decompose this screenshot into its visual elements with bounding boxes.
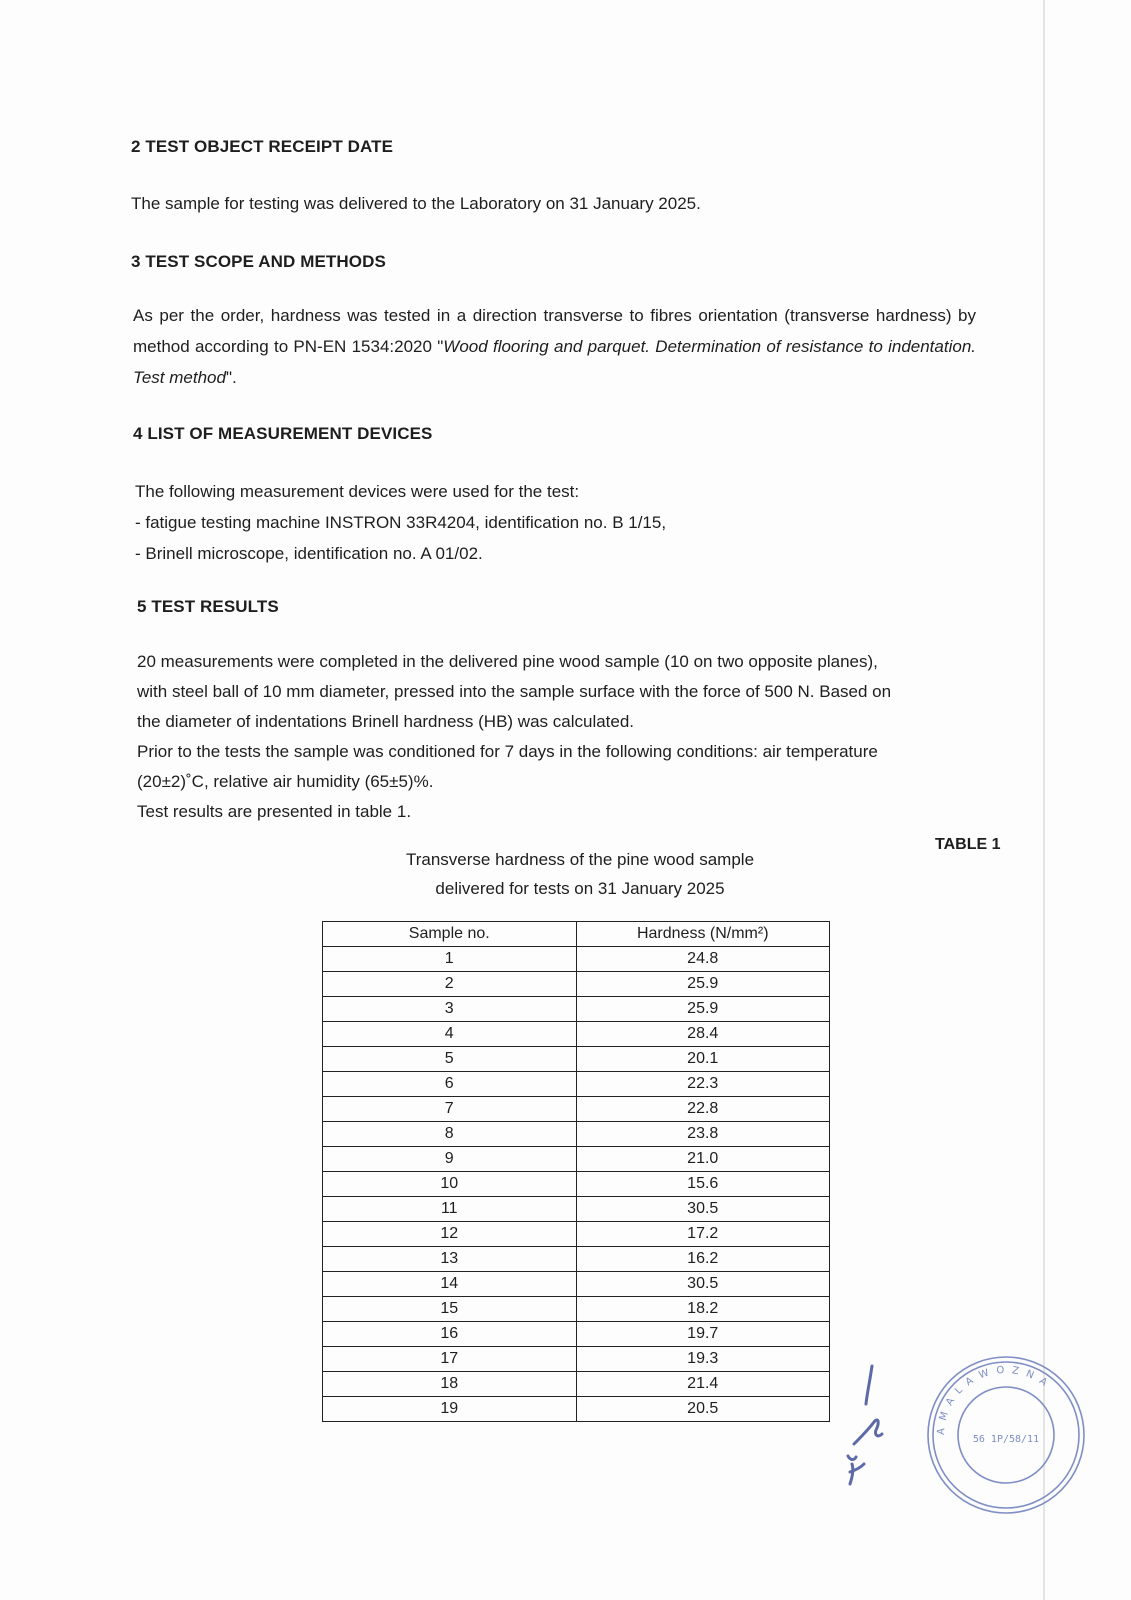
section-5-line: with steel ball of 10 mm diameter, pressed into the sample surface with the force of 500 N. Based on — [137, 682, 892, 701]
sample-number-cell: 4 — [323, 1022, 577, 1047]
sample-number-cell: 12 — [323, 1222, 577, 1247]
sample-number-cell: 15 — [323, 1297, 577, 1322]
table-row — [323, 1397, 830, 1422]
svg-text:A M A L A W O Z N A — [936, 1365, 1051, 1435]
sample-number-cell: 2 — [323, 972, 577, 997]
table-caption-line1: Transverse hardness of the pine wood sample — [405, 850, 755, 869]
hardness-value-cell: 21.0 — [576, 1147, 830, 1172]
hardness-value-cell: 19.7 — [576, 1322, 830, 1347]
table-row — [323, 1172, 830, 1197]
sample-number-cell: 11 — [323, 1197, 577, 1222]
table-row — [323, 1122, 830, 1147]
table-row — [323, 1047, 830, 1072]
official-stamp — [926, 1350, 1086, 1520]
section-3-text — [133, 300, 976, 393]
table-row — [323, 1022, 830, 1047]
section-3-heading: 3 TEST SCOPE AND METHODS — [131, 252, 386, 271]
section-5-line: (20±2)˚C, relative air humidity (65±5)%. — [137, 772, 434, 791]
device-item: - fatigue testing machine INSTRON 33R4204, identification no. B 1/15, — [135, 513, 667, 532]
hardness-value-cell: 30.5 — [576, 1272, 830, 1297]
sample-number-cell: 19 — [323, 1397, 577, 1422]
hardness-value-cell: 21.4 — [576, 1372, 830, 1397]
hardness-value-cell: 17.2 — [576, 1222, 830, 1247]
section-5-line: Test results are presented in table 1. — [137, 802, 412, 821]
section-5-heading: 5 TEST RESULTS — [137, 597, 279, 616]
table-row — [323, 1272, 830, 1297]
table-caption-line2: delivered for tests on 31 January 2025 — [435, 879, 725, 898]
hardness-value-cell: 22.8 — [576, 1097, 830, 1122]
section-5-line: the diameter of indentations Brinell hardness (HB) was calculated. — [137, 712, 635, 731]
section-5-lines — [137, 647, 891, 827]
table-row — [323, 1072, 830, 1097]
hardness-table — [322, 921, 830, 1422]
table-body — [323, 947, 830, 1422]
section-2-heading: 2 TEST OBJECT RECEIPT DATE — [131, 137, 394, 156]
hardness-value-cell: 28.4 — [576, 1022, 830, 1047]
sample-number-cell: 17 — [323, 1347, 577, 1372]
hardness-value-cell: 24.8 — [576, 947, 830, 972]
sample-number-cell: 5 — [323, 1047, 577, 1072]
stamp-ring-text: A M A L A W O Z N A — [935, 1364, 1051, 1436]
hardness-value-cell: 15.6 — [576, 1172, 830, 1197]
hardness-value-cell: 23.8 — [576, 1122, 830, 1147]
section-2-text: The sample for testing was delivered to the Laboratory on 31 January 2025. — [131, 194, 701, 213]
table-row — [323, 1197, 830, 1222]
hardness-value-cell: 25.9 — [576, 997, 830, 1022]
table-row — [323, 1097, 830, 1122]
hardness-value-cell: 20.5 — [576, 1397, 830, 1422]
column-header-sample: Sample no. — [323, 922, 577, 947]
table-header-row — [323, 922, 830, 947]
hardness-value-cell: 20.1 — [576, 1047, 830, 1072]
sample-number-cell: 13 — [323, 1247, 577, 1272]
sample-number-cell: 14 — [323, 1272, 577, 1297]
sample-number-cell: 18 — [323, 1372, 577, 1397]
sample-number-cell: 8 — [323, 1122, 577, 1147]
section-4-heading: 4 LIST OF MEASUREMENT DEVICES — [133, 424, 433, 443]
table-row — [323, 1297, 830, 1322]
sample-number-cell: 1 — [323, 947, 577, 972]
table-row — [323, 972, 830, 997]
hardness-value-cell: 16.2 — [576, 1247, 830, 1272]
table-row — [323, 1322, 830, 1347]
hardness-value-cell: 22.3 — [576, 1072, 830, 1097]
section-4-line: The following measurement devices were used for the test: — [135, 482, 580, 501]
hardness-value-cell: 25.9 — [576, 972, 830, 997]
hardness-value-cell: 30.5 — [576, 1197, 830, 1222]
section-5-line: 20 measurements were completed in the delivered pine wood sample (10 on two opposite planes), — [137, 652, 878, 671]
section-3-text-part-a: As per the order, hardness was tested in a direction transverse to fibres orientation (transverse hardness) by method according to PN-EN 1534:2020 " — [133, 306, 976, 356]
table-row — [323, 1147, 830, 1172]
sample-number-cell: 3 — [323, 997, 577, 1022]
table-row — [323, 997, 830, 1022]
column-header-hardness: Hardness (N/mm²) — [576, 922, 830, 947]
table-row — [323, 1222, 830, 1247]
table-label: TABLE 1 — [935, 836, 1001, 853]
section-3-text-part-b: ". — [225, 368, 237, 387]
device-item: - Brinell microscope, identification no. A 01/02. — [135, 544, 483, 563]
handwritten-signature — [840, 1360, 900, 1490]
table-row — [323, 1347, 830, 1372]
standard-title: Wood flooring and parquet. Determination of resistance to indentation. Test method — [133, 337, 976, 387]
sample-number-cell: 7 — [323, 1097, 577, 1122]
hardness-value-cell: 18.2 — [576, 1297, 830, 1322]
table-row — [323, 947, 830, 972]
sample-number-cell: 9 — [323, 1147, 577, 1172]
table-row — [323, 1247, 830, 1272]
section-4-lines — [135, 476, 666, 569]
sample-number-cell: 6 — [323, 1072, 577, 1097]
sample-number-cell: 16 — [323, 1322, 577, 1347]
stamp-center-number: 56 1P/58/11 — [972, 1434, 1040, 1445]
section-5-line: Prior to the tests the sample was conditioned for 7 days in the following conditions: air temperature — [137, 742, 878, 761]
sample-number-cell: 10 — [323, 1172, 577, 1197]
table-row — [323, 1372, 830, 1397]
hardness-value-cell: 19.3 — [576, 1347, 830, 1372]
